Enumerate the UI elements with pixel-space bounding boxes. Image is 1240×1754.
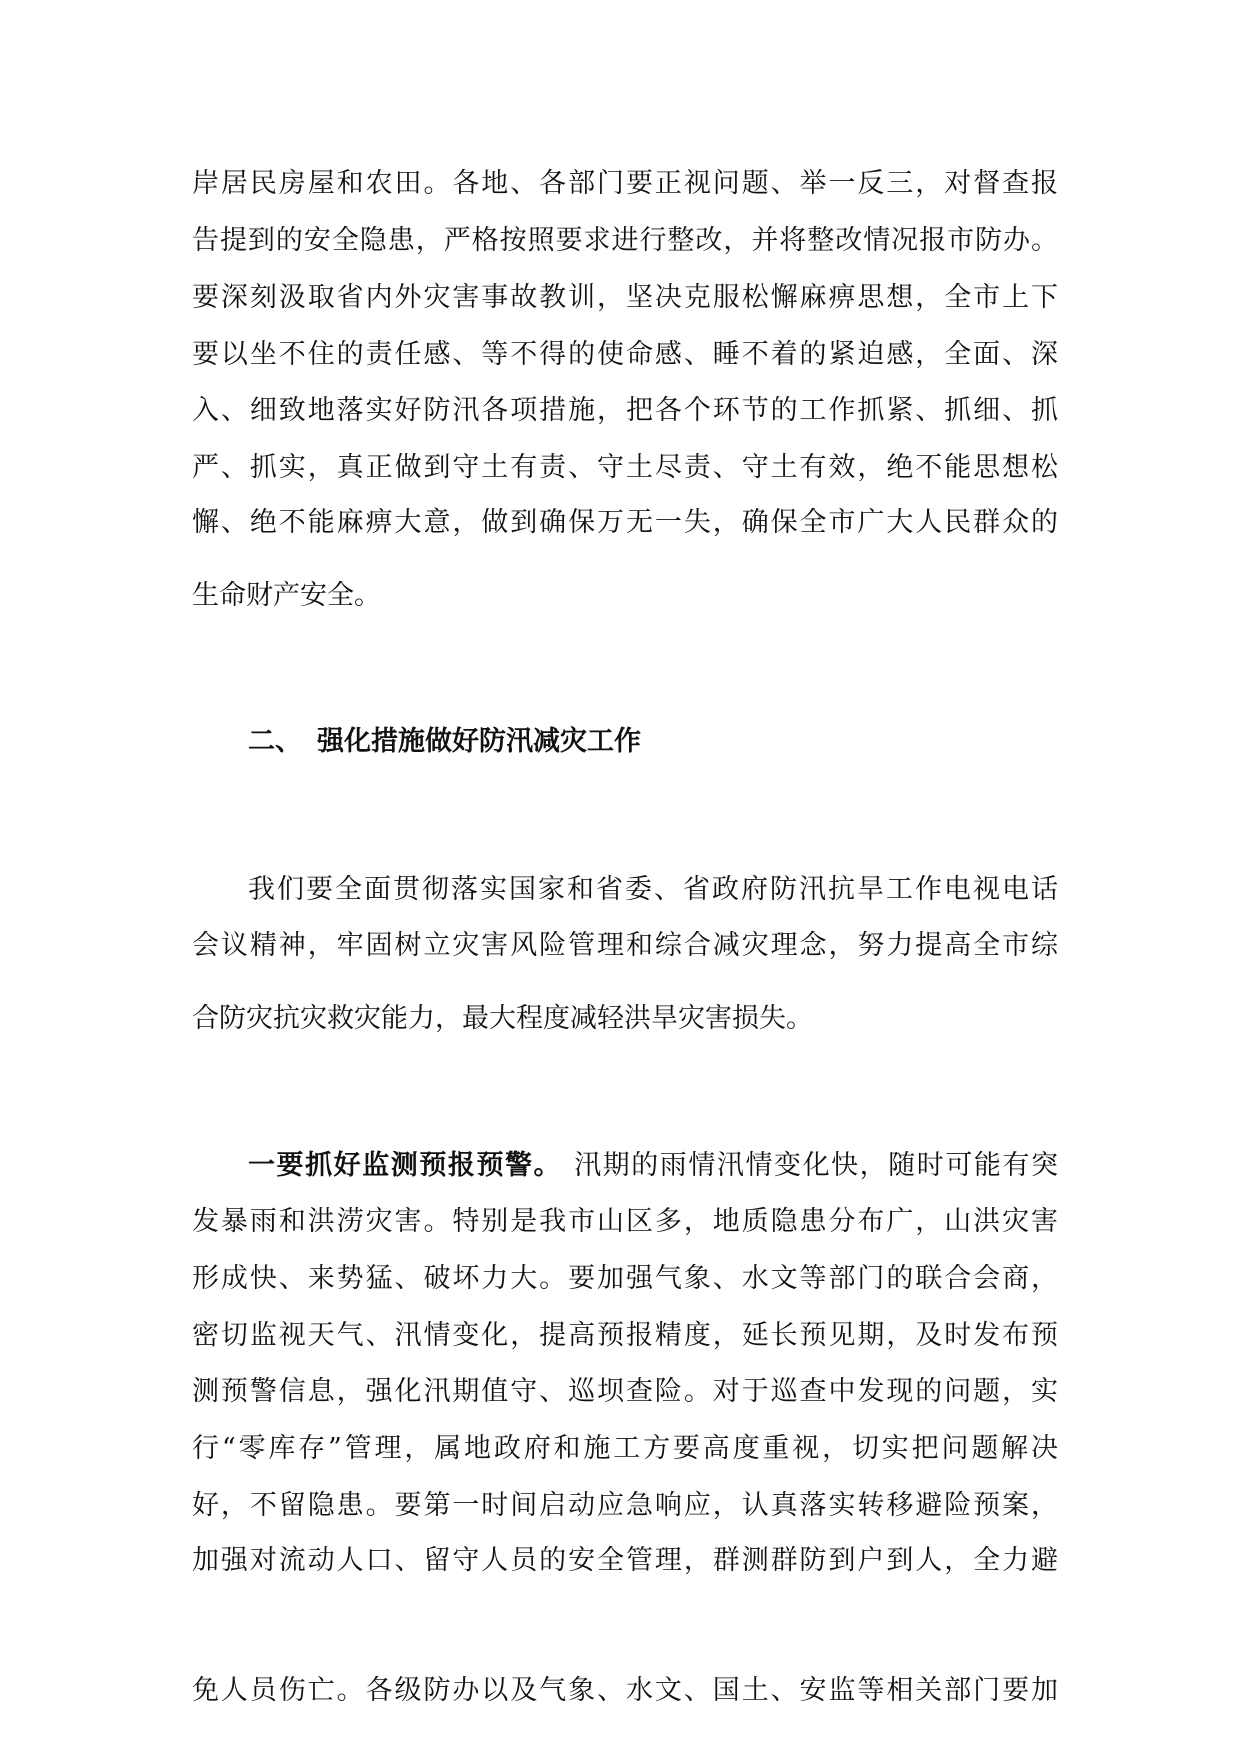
- paragraph-line: 测预警信息，强化汛期值守、巡坝查险。对于巡查中发现的问题，实: [192, 1376, 1058, 1407]
- section-heading: [248, 722, 641, 762]
- paragraph-line: 岸居民房屋和农田。各地、各部门要正视问题、举一反三，对督查报: [192, 168, 1058, 199]
- paragraph-line: 要深刻汲取省内外灾害事故教训，坚决克服松懈麻痹思想，全市上下: [192, 282, 1058, 313]
- paragraph-line: 严、抓实，真正做到守土有责、守土尽责、守土有效，绝不能思想松: [192, 452, 1058, 483]
- paragraph-line: 加强对流动人口、留守人员的安全管理，群测群防到户到人，全力避: [192, 1545, 1058, 1576]
- paragraph-line: 我们要全面贯彻落实国家和省委、省政府防汛抗旱工作电视电话: [248, 874, 1058, 905]
- paragraph-line: 懈、绝不能麻痹大意，做到确保万无一失，确保全市广大人民群众的: [192, 507, 1058, 538]
- paragraph-line: 生命财产安全。: [192, 580, 381, 611]
- section-title: 强化措施做好防汛减灾工作: [317, 726, 641, 757]
- paragraph-line: 密切监视天气、汛情变化，提高预报精度，延长预见期，及时发布预: [192, 1320, 1058, 1351]
- paragraph-line: 会议精神，牢固树立灾害风险管理和综合减灾理念，努力提高全市综: [192, 930, 1058, 961]
- paragraph-line: 形成快、来势猛、破坏力大。要加强气象、水文等部门的联合会商，: [192, 1263, 1058, 1294]
- paragraph-line: 发暴雨和洪涝灾害。特别是我市山区多，地质隐患分布广，山洪灾害: [192, 1206, 1058, 1237]
- paragraph-line: 告提到的安全隐患，严格按照要求进行整改，并将整改情况报市防办。: [192, 225, 1058, 256]
- section-number: 二、: [248, 726, 302, 757]
- paragraph-lead-heading: 一要抓好监测预报预警。: [248, 1150, 563, 1181]
- paragraph-line: 免人员伤亡。各级防办以及气象、水文、国土、安监等相关部门要加: [192, 1675, 1058, 1706]
- paragraph-line: 合防灾抗灾救灾能力，最大程度减轻洪旱灾害损失。: [192, 1003, 813, 1034]
- paragraph-line: [248, 1146, 1058, 1186]
- paragraph-line: 要以坐不住的责任感、等不得的使命感、睡不着的紧迫感，全面、深: [192, 339, 1058, 370]
- paragraph-text: 汛期的雨情汛情变化快，随时可能有突: [574, 1150, 1058, 1181]
- paragraph-line: 入、细致地落实好防汛各项措施，把各个环节的工作抓紧、抓细、抓: [192, 395, 1058, 426]
- paragraph-line: 行“零库存”管理，属地政府和施工方要高度重视，切实把问题解决: [192, 1433, 1058, 1464]
- paragraph-line: 好，不留隐患。要第一时间启动应急响应，认真落实转移避险预案，: [192, 1490, 1058, 1521]
